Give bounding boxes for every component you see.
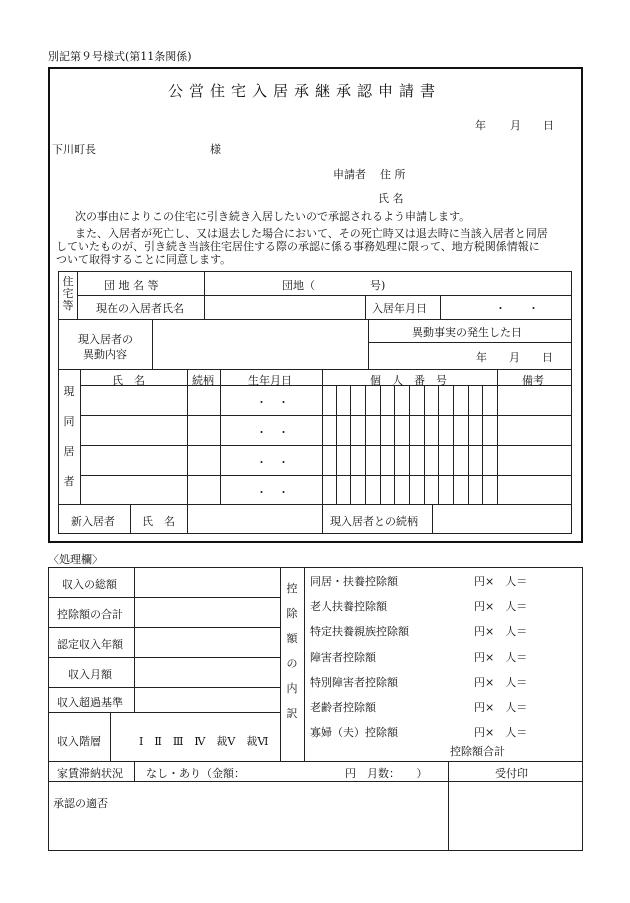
change-occurred-date[interactable]: 年 月 日 — [476, 351, 553, 364]
new-resident-label: 新入居者 — [71, 515, 115, 528]
change-content-label-2: 異動内容 — [83, 348, 127, 361]
deduction-label: 同居・扶養控除額 — [310, 575, 398, 588]
addressee-name: 下川町長 — [52, 143, 96, 156]
applicant-name-label: 氏 名 — [378, 192, 404, 205]
applicant-label: 申請者 — [333, 168, 366, 181]
deduction-calc[interactable]: 円× 人＝ — [474, 701, 528, 714]
cohabitant-row-birthdate[interactable]: ・ ・ — [256, 396, 289, 409]
col-relation: 続柄 — [192, 374, 214, 387]
deduction-calc[interactable]: 円× 人＝ — [474, 651, 528, 664]
change-content-label-1: 現入居者の — [78, 333, 133, 346]
applicant-address-label: 住 所 — [380, 168, 406, 181]
deduction-calc[interactable]: 円× 人＝ — [474, 676, 528, 689]
consent-line-2: していたものが、引き続き当該住宅居住する際の承認に係る事務処理に限って、地方税関係情報に — [56, 240, 540, 253]
housing-side-label: 住 宅 等 — [62, 275, 74, 312]
rent-arrears-field[interactable]: なし・あり（金額： — [146, 767, 245, 780]
deduction-sum-label: 控除額の合計 — [57, 608, 123, 621]
consent-line-1: また、入居者が死亡し、又は退去した場合において、その死亡時又は退去時に当該入居者と同居 — [75, 227, 548, 240]
entry-date-field[interactable]: ・ ・ — [495, 302, 539, 315]
deduction-label: 老人扶養控除額 — [310, 600, 387, 613]
deduction-calc[interactable]: 円× 人＝ — [474, 600, 528, 613]
income-excess-standard-label: 収入超過基準 — [57, 696, 123, 709]
col-birthdate: 生年月日 — [248, 374, 292, 387]
form-code: 別記第９号様式(第11条関係) — [48, 50, 192, 63]
deduction-calc[interactable]: 円× 人＝ — [474, 726, 528, 739]
cohabitant-row-birthdate[interactable]: ・ ・ — [256, 426, 289, 439]
deduction-label: 老齢者控除額 — [310, 701, 376, 714]
monthly-income-label: 収入月額 — [68, 668, 112, 681]
deduction-calc[interactable]: 円× 人＝ — [474, 625, 528, 638]
deduction-label: 障害者控除額 — [310, 651, 376, 664]
col-individual-number: 個 人 番 号 — [370, 374, 447, 387]
deduction-label: 寡婦（夫）控除額 — [310, 726, 398, 739]
processing-section-label: 〈処理欄〉 — [48, 553, 103, 566]
cohabitants-side-label: 現 同 居 者 — [63, 385, 75, 488]
date-day-label: 日 — [543, 119, 554, 132]
income-total-label: 収入の総額 — [62, 578, 117, 591]
date-year-label: 年 — [475, 119, 486, 132]
income-bracket-label: 収入階層 — [57, 735, 101, 748]
danchi-name-label: 団 地 名 等 — [104, 279, 159, 292]
rent-arrears-months[interactable]: 円 月数： ） — [345, 767, 428, 780]
cohabitant-row-birthdate[interactable]: ・ ・ — [256, 486, 289, 499]
deduction-total-label: 控除額合計 — [450, 745, 505, 758]
deduction-calc[interactable]: 円× 人＝ — [474, 575, 528, 588]
addressee-honorific: 様 — [210, 143, 221, 156]
new-resident-name-label: 氏 名 — [142, 515, 175, 528]
cohabitant-row-birthdate[interactable]: ・ ・ — [256, 456, 289, 469]
col-name: 氏 名 — [112, 374, 145, 387]
col-note: 備考 — [522, 374, 544, 387]
danchi-name-field[interactable]: 団地（ 号) — [282, 279, 386, 292]
form-title: 公営住宅入居承継承認申請書 — [168, 82, 442, 100]
change-occurred-label: 異動事実の発生した日 — [412, 326, 522, 339]
approval-label: 承認の適否 — [53, 797, 108, 810]
consent-line-3: ついて取得することに同意します。 — [56, 253, 232, 266]
entry-date-label: 入居年月日 — [372, 302, 427, 315]
request-paragraph: 次の事由によりこの住宅に引き続き入居したいので承認されるよう申請します。 — [75, 210, 471, 223]
current-resident-label: 現在の入居者氏名 — [96, 302, 184, 315]
receipt-stamp-label: 受付印 — [495, 767, 528, 780]
deduction-label: 特定扶養親族控除額 — [310, 625, 409, 638]
new-resident-relation-label: 現入居者との続柄 — [330, 515, 418, 528]
certified-annual-income-label: 認定収入年額 — [57, 638, 123, 651]
deduction-breakdown-side-label: 控 除 額 の 内 訳 — [286, 582, 298, 720]
deduction-label: 特別障害者控除額 — [310, 676, 398, 689]
date-month-label: 月 — [510, 119, 521, 132]
rent-arrears-label: 家賃滞納状況 — [57, 767, 123, 780]
income-bracket-options[interactable]: Ⅰ Ⅱ Ⅲ Ⅳ 裁Ⅴ 裁Ⅵ — [139, 735, 269, 748]
